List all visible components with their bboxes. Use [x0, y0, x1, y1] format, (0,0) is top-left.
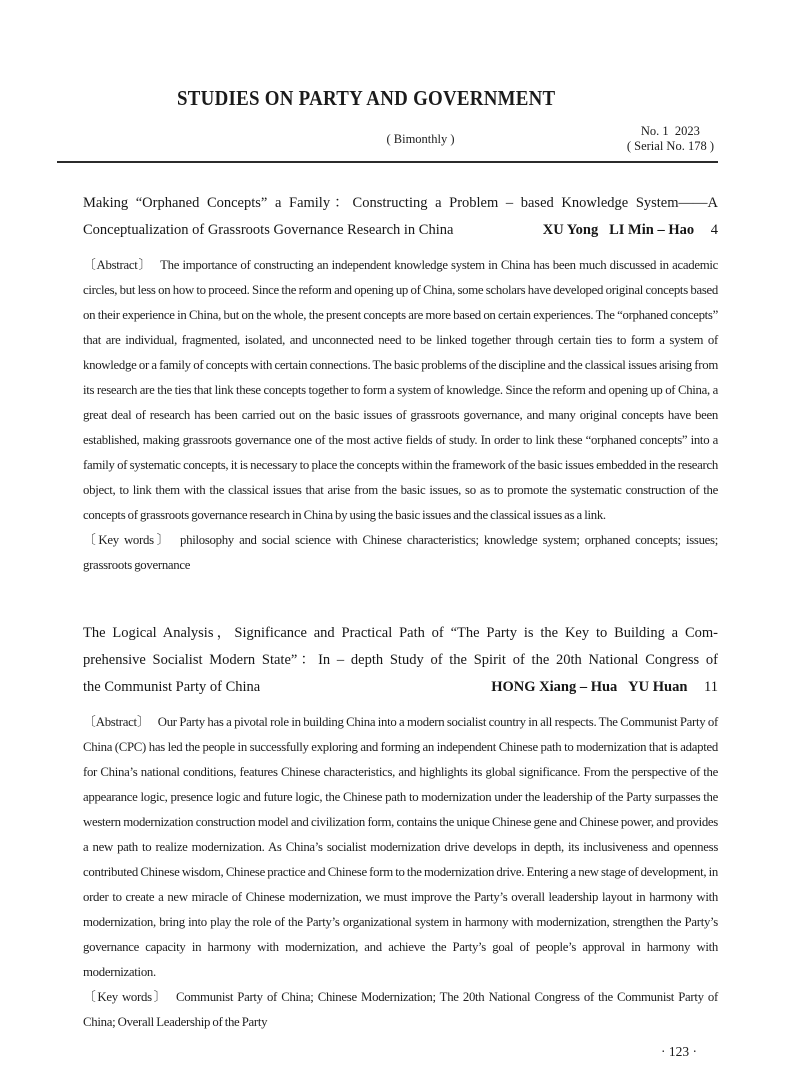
masthead	[83, 86, 718, 163]
journal-title	[49, 86, 684, 110]
article-1-title-line-2: Conceptualization of Grassroots Governance Research in China	[83, 222, 454, 238]
article-2-page-number: 11	[704, 679, 718, 695]
article-1-abstract	[83, 253, 718, 528]
article-2-abstract-label: 〔Abstract〕	[83, 715, 150, 729]
article-2-title-line-1: The Logical Analysis，Significance and Practical Path of “The Party is the Key to Building a Com-	[83, 625, 718, 641]
page-number: · 123 ·	[661, 1044, 697, 1059]
frequency-label: ( Bimonthly )	[386, 132, 455, 146]
article-entry-1	[83, 190, 718, 578]
article-2-title	[83, 620, 718, 701]
article-2-keywords-label: 〔Key words〕	[83, 990, 169, 1004]
article-1-byline	[543, 217, 718, 244]
masthead-subrow	[83, 110, 718, 156]
article-2-abstract	[83, 710, 718, 985]
journal-title-text: STUDIES ON PARTY AND GOVERNMENT	[177, 86, 556, 110]
article-1-title-line-1: Making “Orphaned Concepts” a Family：Constructing a Problem – based Knowledge System——A	[83, 195, 718, 211]
article-2-title-line-3: the Communist Party of China	[83, 679, 261, 695]
article-2-title-line-2: prehensive Socialist Modern State”：In – depth Study of the Spirit of the 20th National Congress of	[83, 652, 718, 668]
article-1-page-number: 4	[710, 222, 718, 238]
serial-number: ( Serial No. 178 )	[626, 139, 714, 153]
article-1-keywords-text: philosophy and social science with Chinese characteristics; knowledge system; orphaned concepts; issues; grassroots governance	[83, 533, 718, 572]
article-1-authors: XU Yong LI Min – Hao	[542, 222, 695, 238]
issue-info	[627, 124, 714, 154]
article-2-abstract-text: Our Party has a pivotal role in building China into a modern socialist country in all respects. The Communist Party of China (CPC) has led the people in successfully exploring and forming an independent Chinese path to modernization that is adapted for China’s national conditions, features Chinese characteristics, and highlights its global significance. From the perspective of the appearance logic, presence logic and future logic, the Chinese path to modernization under the leadership of the Party surpasses the western modernization construction model and civilization form, contains the unique Chinese gene and Chinese power, and provides a new path to realize modernization. As China’s socialist modernization drive develops in depth, its inclusiveness and openness contributed Chinese wisdom, Chinese practice and Chinese form to the modernization drive. Entering a new stage of development, in order to create a new miracle of Chinese modernization, we must improve the Party’s overall leadership layout in harmony with modernization, bring into play the role of the Party’s organizational system in harmony with modernization, strengthen the Party’s governance capacity in harmony with modernization, and achieve the Party’s goal of people’s approval in harmony with modernization.	[83, 715, 718, 979]
article-1-abstract-label: 〔Abstract〕	[83, 258, 153, 272]
article-2-byline	[491, 674, 718, 701]
article-1-title	[83, 190, 718, 244]
article-2-keywords-text: Communist Party of China; Chinese Modernization; The 20th National Congress of the Communist Party of China; Overall Leadership of the Party	[83, 990, 718, 1029]
header-rule	[57, 161, 718, 163]
article-2-authors: HONG Xiang – Hua YU Huan	[491, 679, 688, 695]
article-2-keywords	[83, 985, 718, 1035]
article-1-keywords-label: 〔Key words〕	[83, 533, 173, 547]
article-1-keywords	[83, 528, 718, 578]
issue-number: No. 1 2023	[640, 124, 700, 138]
article-entry-2	[83, 620, 718, 1035]
article-1-abstract-text: The importance of constructing an independent knowledge system in China has been much discussed in academic circles, but less on how to proceed. Since the reform and opening up of China, some scholars have developed original concepts based on their experience in China, but on the whole, the present concepts are more based on certain experiences. The “orphaned concepts” that are individual, fragmented, isolated, and unconnected need to be linked together through certain ties to form a system of knowledge or a family of concepts with certain connections. The basic problems of the discipline and the classical issues arising from its research are the ties that link these concepts together to form a system of knowledge. Since the reform and opening up of China, a great deal of research has been carried out on the basic issues of grassroots governance, and many original concepts have been established, making grassroots governance one of the most active fields of study. In order to link these “orphaned concepts” into a family of systematic concepts, it is necessary to place the concepts within the framework of the basic issues embedded in the research object, to link them with the classical issues that arise from the basic issues, so as to promote the systematic construction of the concepts of grassroots governance research in China by using the basic issues and the classical issues as a link.	[83, 258, 719, 522]
article-2-title-last-line	[83, 674, 718, 701]
article-1-title-last-line	[83, 217, 718, 244]
